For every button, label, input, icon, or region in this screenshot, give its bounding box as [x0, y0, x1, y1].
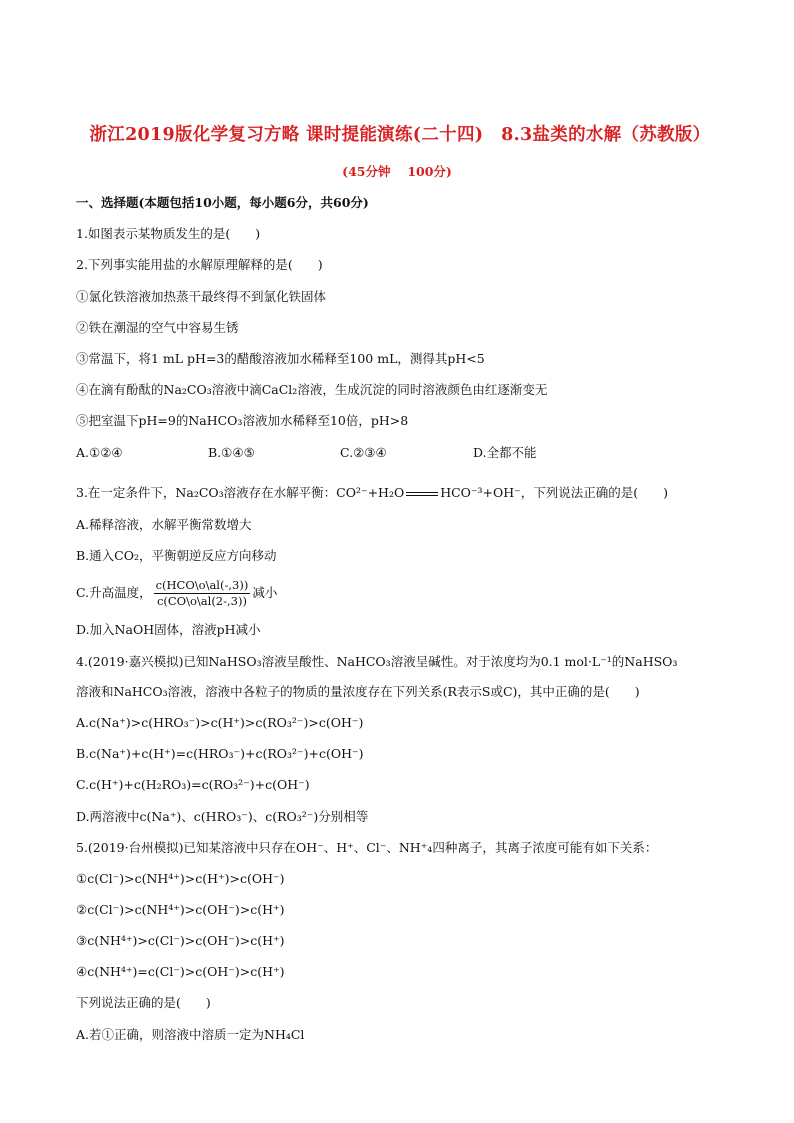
q4-option-c: C.c(H⁺)+c(H₂RO₃)=c(RO₃²⁻)+c(OH⁻): [76, 777, 310, 792]
q3-stem: [76, 485, 668, 501]
q5-item-1: ①c(Cl⁻)>c(NH⁴⁺)>c(H⁺)>c(OH⁻): [76, 871, 285, 886]
q3-option-b: B.通入CO₂，平衡朝逆反应方向移动: [76, 548, 277, 563]
q3-option-c-suffix: 减小: [252, 585, 278, 600]
q3-fraction-denominator: c(CO\o\al(2-,3)): [156, 594, 247, 608]
q5-question: 下列说法正确的是( ): [76, 995, 211, 1010]
q5-option-a: A.若①正确，则溶液中溶质一定为NH₄Cl: [76, 1027, 305, 1042]
q5-item-3: ③c(NH⁴⁺)>c(Cl⁻)>c(OH⁻)>c(H⁺): [76, 933, 285, 948]
q3-fraction-numerator: c(HCO\o\al(-,3)): [155, 578, 249, 592]
q4-option-d: D.两溶液中c(Na⁺)、c(HRO₃⁻)、c(RO₃²⁻)分别相等: [76, 809, 369, 824]
q5-stem: 5.(2019·台州模拟)已知某溶液中只存在OH⁻、H⁺、Cl⁻、NH⁺₄四种离子，其离子浓度可能有如下关系：: [76, 840, 658, 855]
q3-option-d: D.加入NaOH固体，溶液pH减小: [76, 622, 261, 637]
q2-item-1: ①氯化铁溶液加热蒸干最终得不到氯化铁固体: [76, 289, 327, 304]
q2-option-c: C.②③④: [340, 445, 387, 460]
q3-fraction: [154, 578, 251, 609]
q2-option-d: D.全都不能: [473, 445, 537, 460]
q2-item-4: ④在滴有酚酞的Na₂CO₃溶液中滴CaCl₂溶液，生成沉淀的同时溶液颜色由红逐渐变无: [76, 382, 548, 397]
equilibrium-arrow-icon: [406, 490, 438, 498]
document-subtitle: (45分钟 100分): [342, 164, 452, 179]
q4-option-a: A.c(Na⁺)>c(HRO₃⁻)>c(H⁺)>c(RO₃²⁻)>c(OH⁻): [76, 715, 364, 730]
q5-item-4: ④c(NH⁴⁺)=c(Cl⁻)>c(OH⁻)>c(H⁺): [76, 964, 285, 979]
q4-stem-line-2: 溶液和NaHCO₃溶液，溶液中各粒子的物质的量浓度存在下列关系(R表示S或C)，其中正确的是( ): [76, 684, 640, 699]
q3-stem-after: HCO⁻³+OH⁻，下列说法正确的是( ): [440, 485, 669, 500]
q2-option-b: B.①④⑤: [208, 445, 255, 460]
q2-stem: 2.下列事实能用盐的水解原理解释的是( ): [76, 257, 323, 272]
q3-option-a: A.稀释溶液，水解平衡常数增大: [76, 517, 252, 532]
q1-stem: 1.如图表示某物质发生的是( ): [76, 226, 261, 241]
q3-option-c: [76, 578, 277, 609]
q2-item-5: ⑤把室温下pH=9的NaHCO₃溶液加水稀释至10倍，pH>8: [76, 413, 409, 428]
q2-item-2: ②铁在潮湿的空气中容易生锈: [76, 320, 239, 335]
q2-item-3: ③常温下，将1 mL pH=3的醋酸溶液加水稀释至100 mL，测得其pH<5: [76, 351, 485, 366]
q2-option-a: A.①②④: [76, 445, 123, 460]
section-heading: 一、选择题(本题包括10小题，每小题6分，共60分): [76, 195, 369, 210]
q5-item-2: ②c(Cl⁻)>c(NH⁴⁺)>c(OH⁻)>c(H⁺): [76, 902, 285, 917]
document-title: 浙江2019版化学复习方略 课时提能演练(二十四) 8.3盐类的水解（苏教版）: [89, 125, 711, 145]
q4-option-b: B.c(Na⁺)+c(H⁺)=c(HRO₃⁻)+c(RO₃²⁻)+c(OH⁻): [76, 746, 364, 761]
q3-stem-before: 3.在一定条件下，Na₂CO₃溶液存在水解平衡：CO²⁻+H₂O: [76, 485, 405, 500]
q4-stem-line-1: 4.(2019·嘉兴模拟)已知NaHSO₃溶液呈酸性、NaHCO₃溶液呈碱性。对于浓度均为0.1 mol·L⁻¹的NaHSO₃: [76, 654, 678, 669]
q3-option-c-prefix: C.升高温度，: [76, 585, 152, 600]
